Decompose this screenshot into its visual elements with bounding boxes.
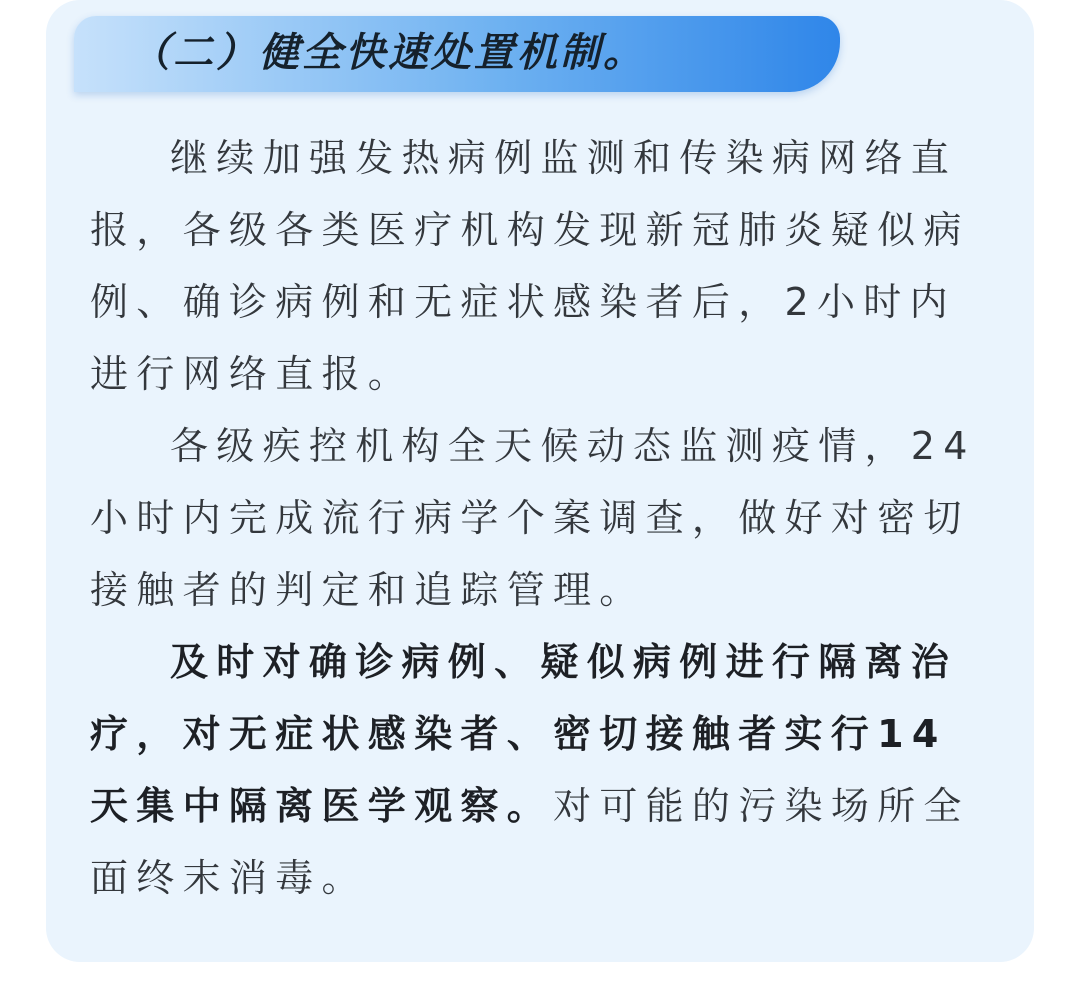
paragraph-cdc-investigation: 各级疾控机构全天候动态监测疫情，24小时内完成流行病学个案调查，做好对密切接触者的判定和追踪管理。 <box>90 424 976 612</box>
paragraph-fever-monitoring: 继续加强发热病例监测和传染病网络直报，各级各类医疗机构发现新冠肺炎疑似病例、确诊病例和无症状感染者后，2小时内进行网络直报。 <box>90 136 970 396</box>
isolation-emphasis-text: 及时对确诊病例、疑似病例进行隔离治疗，对无症状感染者、密切接触者实行14天集中隔离医学观察。 <box>90 640 958 828</box>
paragraph-isolation <box>90 626 988 914</box>
article-body <box>90 122 988 914</box>
disinfection-text: 对可能的污染场所全面终末消毒。 <box>90 784 970 900</box>
section-heading: （二）健全快速处置机制。 <box>130 30 646 76</box>
